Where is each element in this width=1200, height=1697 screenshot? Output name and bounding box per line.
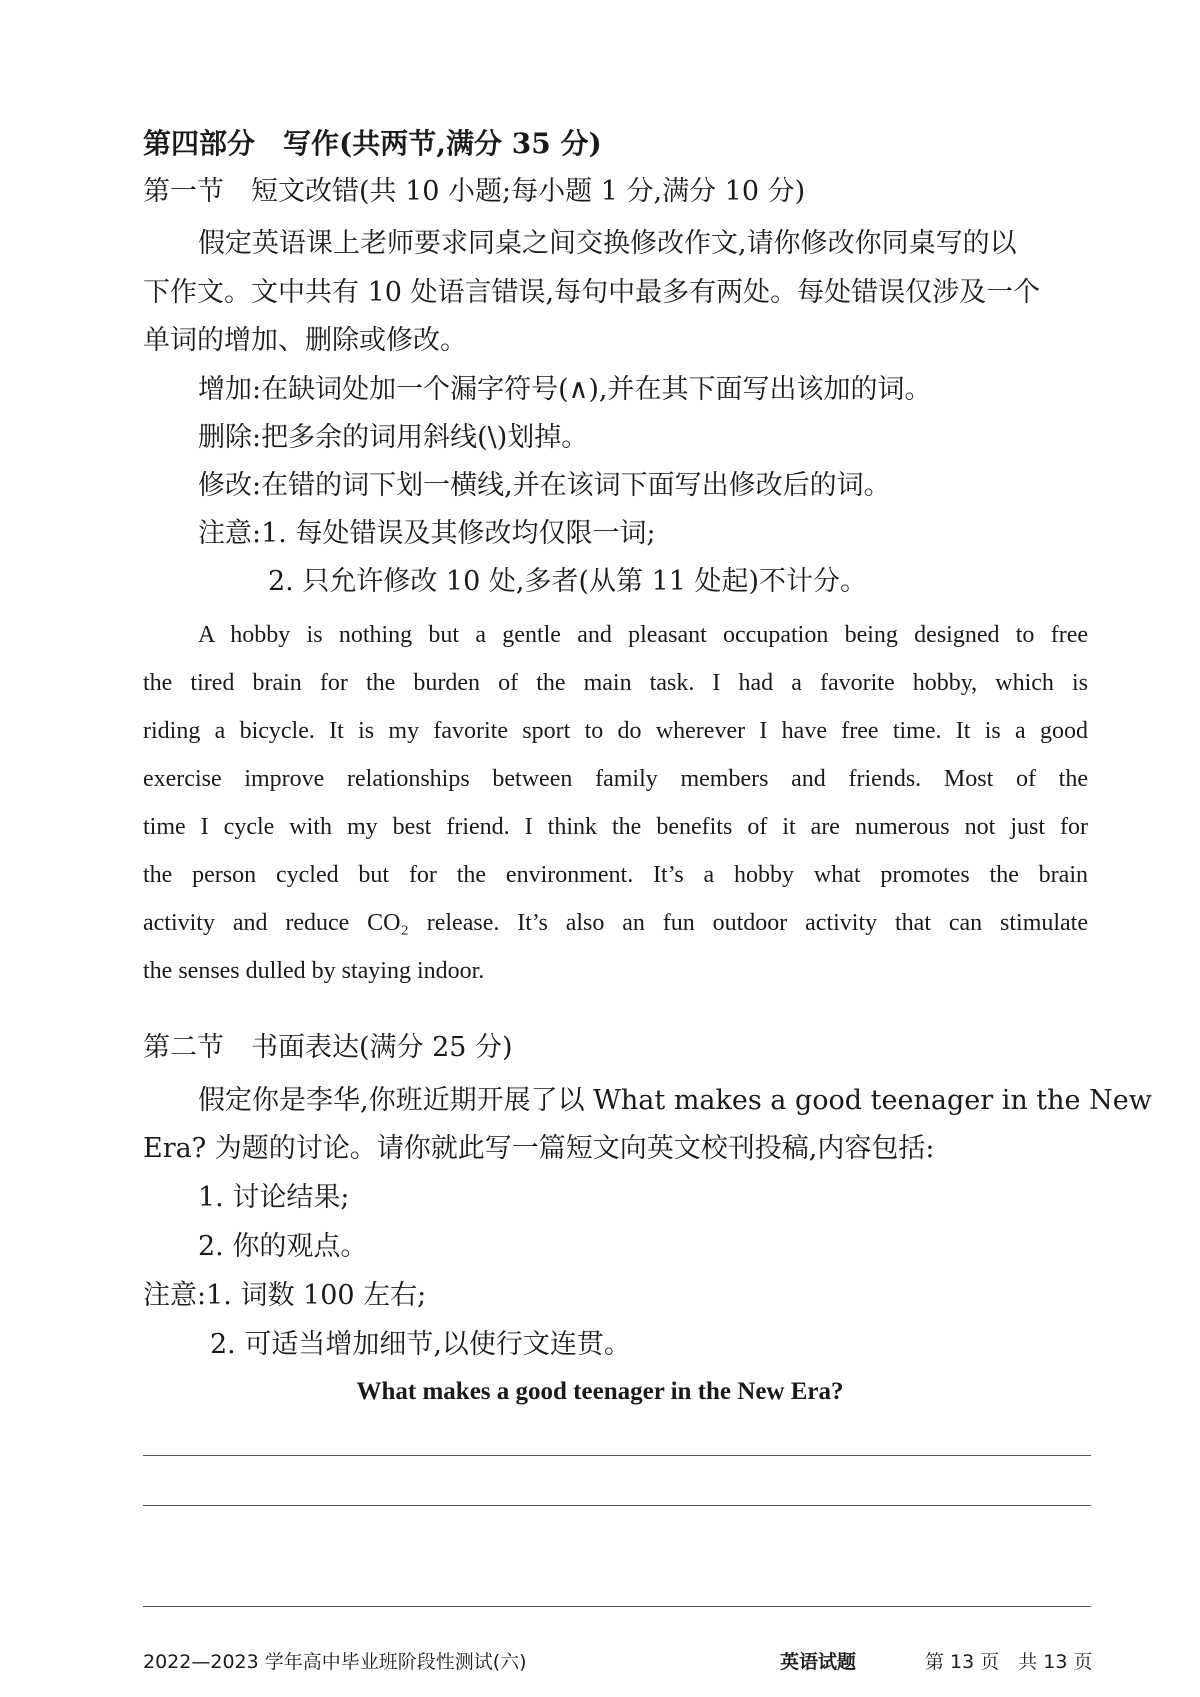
- passage-line: exercise improve relationships between family members and friends. Most of the: [143, 766, 1088, 792]
- rule-note-1: 注意:1. 每处错误及其修改均仅限一词;: [198, 518, 656, 549]
- section1-heading: 第一节 短文改错(共 10 小题;每小题 1 分,满分 10 分): [143, 176, 806, 207]
- content-point: 1. 讨论结果;: [198, 1182, 350, 1213]
- content-point: 2. 你的观点。: [198, 1231, 368, 1262]
- footer-divider: [143, 1606, 1091, 1607]
- rule-delete: 删除:把多余的词用斜线(\)划掉。: [198, 422, 589, 453]
- passage-line: the senses dulled by staying indoor.: [143, 958, 485, 984]
- footer-exam: 2022—2023 学年高中毕业班阶段性测试(六): [143, 1651, 527, 1673]
- passage-line: riding a bicycle. It is my favorite sport to do wherever I have free time. It is a good: [143, 718, 1088, 744]
- section2-note-1: 注意:1. 词数 100 左右;: [143, 1280, 427, 1311]
- section2-prompt-line: Era? 为题的讨论。请你就此写一篇短文向英文校刊投稿,内容包括:: [143, 1133, 935, 1164]
- section2-heading: 第二节 书面表达(满分 25 分): [143, 1032, 513, 1063]
- part-heading: 第四部分 写作(共两节,满分 35 分): [143, 127, 602, 160]
- section1-intro-line: 假定英语课上老师要求同桌之间交换修改作文,请你修改你同桌写的以: [198, 228, 1017, 259]
- section1-intro-line: 下作文。文中共有 10 处语言错误,每句中最多有两处。每处错误仅涉及一个: [143, 277, 1041, 308]
- passage-line: the tired brain for the burden of the main task. I had a favorite hobby, which is: [143, 670, 1088, 696]
- passage-line: A hobby is nothing but a gentle and pleasant occupation being designed to free: [198, 622, 1088, 648]
- passage-line: activity and reduce CO₂ release. It’s also an fun outdoor activity that can stimulate: [143, 910, 1088, 936]
- passage-line: time I cycle with my best friend. I think the benefits of it are numerous not just for: [143, 814, 1088, 840]
- rule-modify: 修改:在错的词下划一横线,并在该词下面写出修改后的词。: [198, 470, 891, 501]
- answer-line: [143, 1505, 1091, 1506]
- section2-prompt-line: 假定你是李华,你班近期开展了以 What makes a good teenager in the New: [198, 1085, 1152, 1116]
- answer-line: [143, 1455, 1091, 1456]
- footer-page-number: 第 13 页 共 13 页: [925, 1651, 1093, 1673]
- essay-title: What makes a good teenager in the New Era?: [356, 1378, 844, 1405]
- section1-intro-line: 单词的增加、删除或修改。: [143, 325, 467, 356]
- rule-note-2: 2. 只允许修改 10 处,多者(从第 11 处起)不计分。: [268, 566, 868, 597]
- rule-add: 增加:在缺词处加一个漏字符号(∧),并在其下面写出该加的词。: [198, 374, 932, 405]
- section2-note-2: 2. 可适当增加细节,以使行文连贯。: [210, 1329, 631, 1360]
- footer-subject: 英语试题: [780, 1651, 857, 1673]
- passage-line: the person cycled but for the environment. It’s a hobby what promotes the brain: [143, 862, 1088, 888]
